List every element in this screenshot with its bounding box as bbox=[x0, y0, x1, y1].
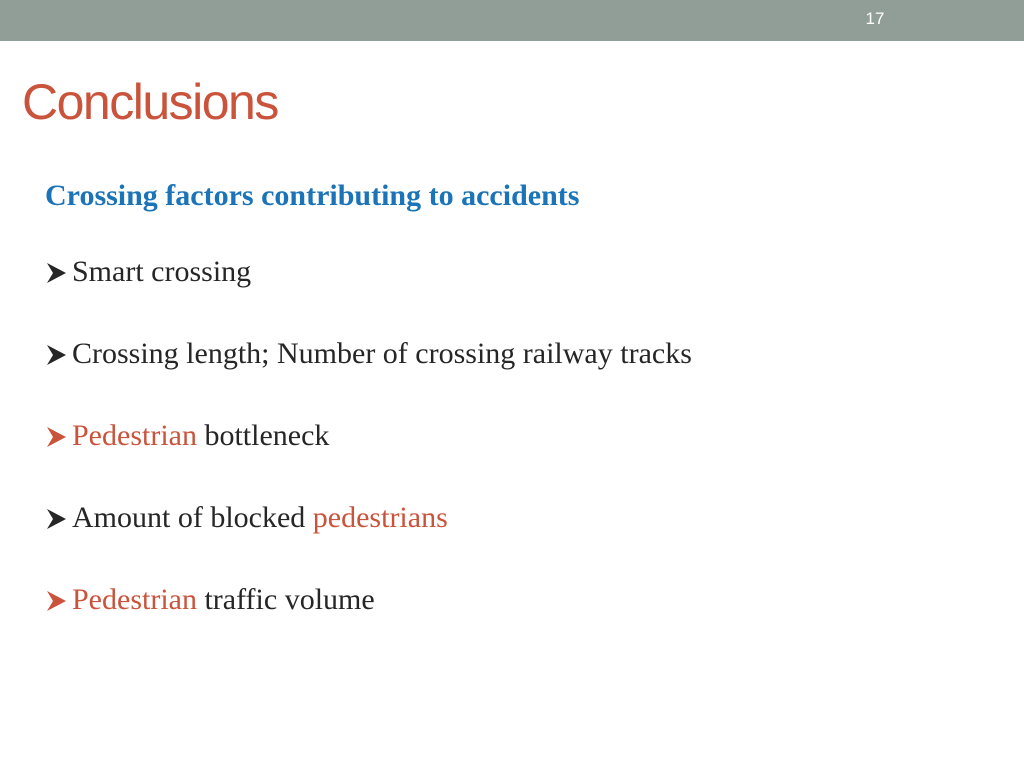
arrow-bullet-icon bbox=[45, 418, 72, 447]
slide-header-bar bbox=[0, 0, 1024, 41]
slide-title: Conclusions bbox=[22, 74, 278, 130]
arrow-bullet-icon bbox=[45, 582, 72, 611]
bullet-text-highlight: Pedestrian bbox=[72, 419, 197, 452]
section-subheading: Crossing factors contributing to accidents bbox=[45, 179, 580, 212]
bullet-text: Amount of blocked bbox=[72, 501, 313, 534]
arrow-bullet-icon bbox=[45, 336, 72, 365]
bullet-item bbox=[45, 582, 692, 664]
bullet-text: bottleneck bbox=[196, 419, 330, 452]
slide-number: 17 bbox=[865, 9, 885, 28]
bullet-text: Smart crossing bbox=[72, 255, 252, 288]
bullet-item bbox=[45, 418, 692, 500]
arrow-bullet-icon bbox=[45, 254, 72, 283]
bullet-text: Crossing length; Number of crossing railway tracks bbox=[72, 337, 692, 370]
bullet-text-highlight: pedestrians bbox=[312, 501, 448, 534]
bullet-item bbox=[45, 336, 692, 418]
bullet-item bbox=[45, 254, 692, 336]
arrow-bullet-icon bbox=[45, 500, 72, 529]
bullet-item bbox=[45, 500, 692, 582]
bullet-text: traffic volume bbox=[196, 583, 375, 616]
bullet-text-highlight: Pedestrian bbox=[72, 583, 197, 616]
bullet-list bbox=[45, 254, 692, 664]
